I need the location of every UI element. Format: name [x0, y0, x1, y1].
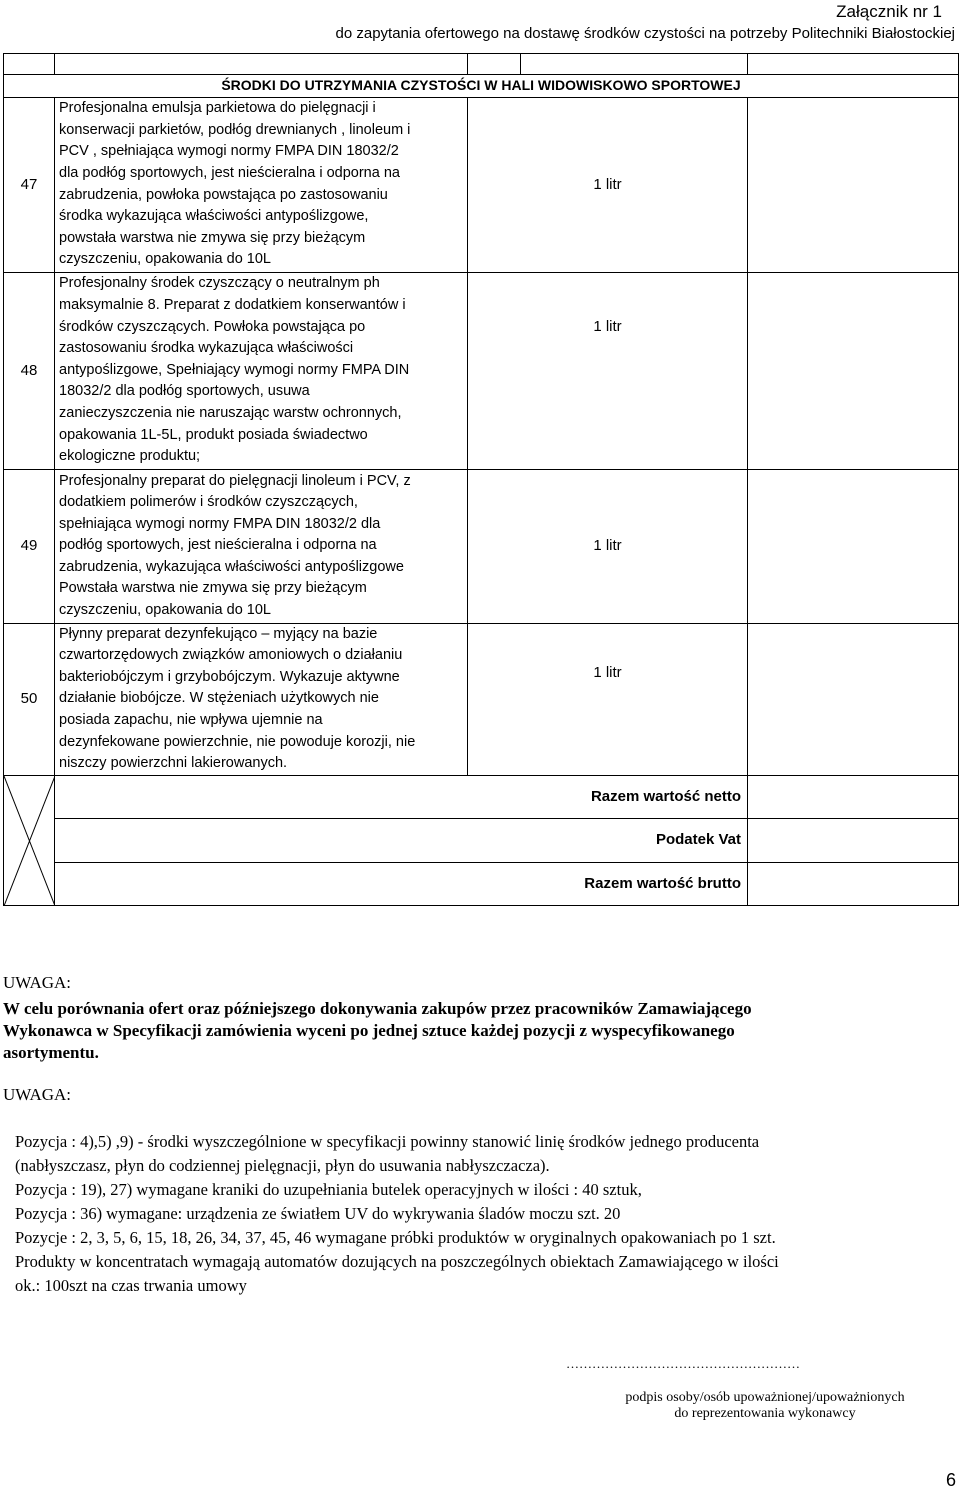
signature-dots: ……………………………………………… [566, 1356, 800, 1371]
attachment-title: Załącznik nr 1 [836, 2, 942, 21]
signature-caption: podpis osoby/osób upoważnionej/upoważnionych do reprezentowania wykonawcy [625, 1390, 905, 1421]
summary-row [4, 862, 959, 905]
summary-label-vat: Podatek Vat [521, 818, 748, 862]
attachment-subtitle: do zapytania ofertowego na dostawę środków czystości na potrzeby Politechniki Białostockiej [335, 25, 955, 42]
note-bold-paragraph: W celu porównania ofert oraz późniejszego dokonywania zakupów przez pracowników Zamawiającego Wykonawca w Specyfikacji zamówienia wyceni po jednej sztuce każdej pozycji z wyspecyfikowanego asortymentu. [3, 999, 752, 1062]
note-heading-2: UWAGA: [3, 1085, 71, 1104]
crossed-out-cell [4, 775, 55, 905]
section-header-row [4, 75, 959, 98]
note-heading-1: UWAGA: [3, 973, 71, 992]
row-price-cell [748, 272, 959, 469]
row-number: 50 [4, 623, 55, 775]
cross-mark-icon [4, 776, 55, 906]
table-top-row [4, 54, 959, 75]
summary-value-vat [748, 818, 959, 862]
row-unit: 1 litr [468, 272, 748, 469]
summary-value-net [748, 775, 959, 818]
row-number: 47 [4, 97, 55, 272]
row-unit: 1 litr [468, 623, 748, 775]
summary-label-net: Razem wartość netto [521, 775, 748, 818]
table-row [4, 623, 959, 775]
row-unit: 1 litr [468, 97, 748, 272]
summary-label-gross: Razem wartość brutto [521, 862, 748, 905]
row-description: Płynny preparat dezynfekująco – myjący na bazie czwartorzędowych związków amoniowych o działaniu bakteriobójczym i grzybobójczym. Wykazuje aktywne działanie biobójcze. W stężeniach użytkowych nie posiada zapachu, nie wpływa ujemnie na dezynfekowane powierzchnie, nie powoduje korozji, nie niszczy powierzchni lakierowanych. [55, 623, 468, 775]
spec-table [3, 53, 959, 906]
summary-row [4, 818, 959, 862]
row-unit: 1 litr [468, 469, 748, 623]
section-title: ŚRODKI DO UTRZYMANIA CZYSTOŚCI W HALI WIDOWISKOWO SPORTOWEJ [4, 75, 959, 98]
summary-row [4, 775, 959, 818]
row-description: Profesjonalny środek czyszczący o neutralnym ph maksymalnie 8. Preparat z dodatkiem konserwantów i środków czyszczących. Powłoka powstająca po zastosowaniu środka wykazująca właściwości antypoślizgowe, Spełniający wymogi normy FMPA DIN 18032/2 dla podłóg sportowych, usuwa zanieczyszczenia nie naruszając warstw ochronnych, opakowania 1L-5L, produkt posiada świadectwo ekologiczne produktu; [55, 272, 468, 469]
table-row [4, 97, 959, 272]
table-row [4, 469, 959, 623]
row-price-cell [748, 623, 959, 775]
row-description: Profesjonalna emulsja parkietowa do pielęgnacji i konserwacji parkietów, podłóg drewnianych , linoleum i PCV , spełniająca wymogi normy FMPA DIN 18032/2 dla podłóg sportowych, jest nieścieralna i odporna na zabrudzenia, powłoka powstająca po zastosowaniu środka wykazująca właściwości antypoślizgowe, powstała warstwa nie zmywa się przy bieżącym czyszczeniu, opakowania do 10L [55, 97, 468, 272]
row-number: 49 [4, 469, 55, 623]
summary-value-gross [748, 862, 959, 905]
row-price-cell [748, 469, 959, 623]
table-row [4, 272, 959, 469]
page-number: 6 [945, 1470, 956, 1490]
note-paragraph: Pozycja : 4),5) ,9) - środki wyszczególnione w specyfikacji powinny stanowić linię środków jednego producenta (nabłyszczasz, płyn do codziennej pielęgnacji, płyn do usuwania nabłyszczacza). Pozycja : 19), 27) wymagane kraniki do uzupełniania butelek operacyjnych w ilości : 40 sztuk, Pozycja : 36) wymagane: urządzenia ze światłem UV do wykrywania śladów moczu szt. 20 Pozycje : 2, 3, 5, 6, 15, 18, 26, 34, 37, 45, 46 wymagane próbki produktów w oryginalnych opakowaniach po 1 szt. Produkty w koncentratach wymagają automatów dozujących na poszczególnych obiektach Zamawiającego w ilości ok.: 100szt na czas trwania umowy [15, 1132, 779, 1295]
row-description: Profesjonalny preparat do pielęgnacji linoleum i PCV, z dodatkiem polimerów i środków czyszczących, spełniająca wymogi normy FMPA DIN 18032/2 dla podłóg sportowych, jest nieścieralna i odporna na zabrudzenia, wykazująca właściwości antypoślizgowe Powstała warstwa nie zmywa się przy bieżącym czyszczeniu, opakowania do 10L [55, 469, 468, 623]
row-price-cell [748, 97, 959, 272]
row-number: 48 [4, 272, 55, 469]
